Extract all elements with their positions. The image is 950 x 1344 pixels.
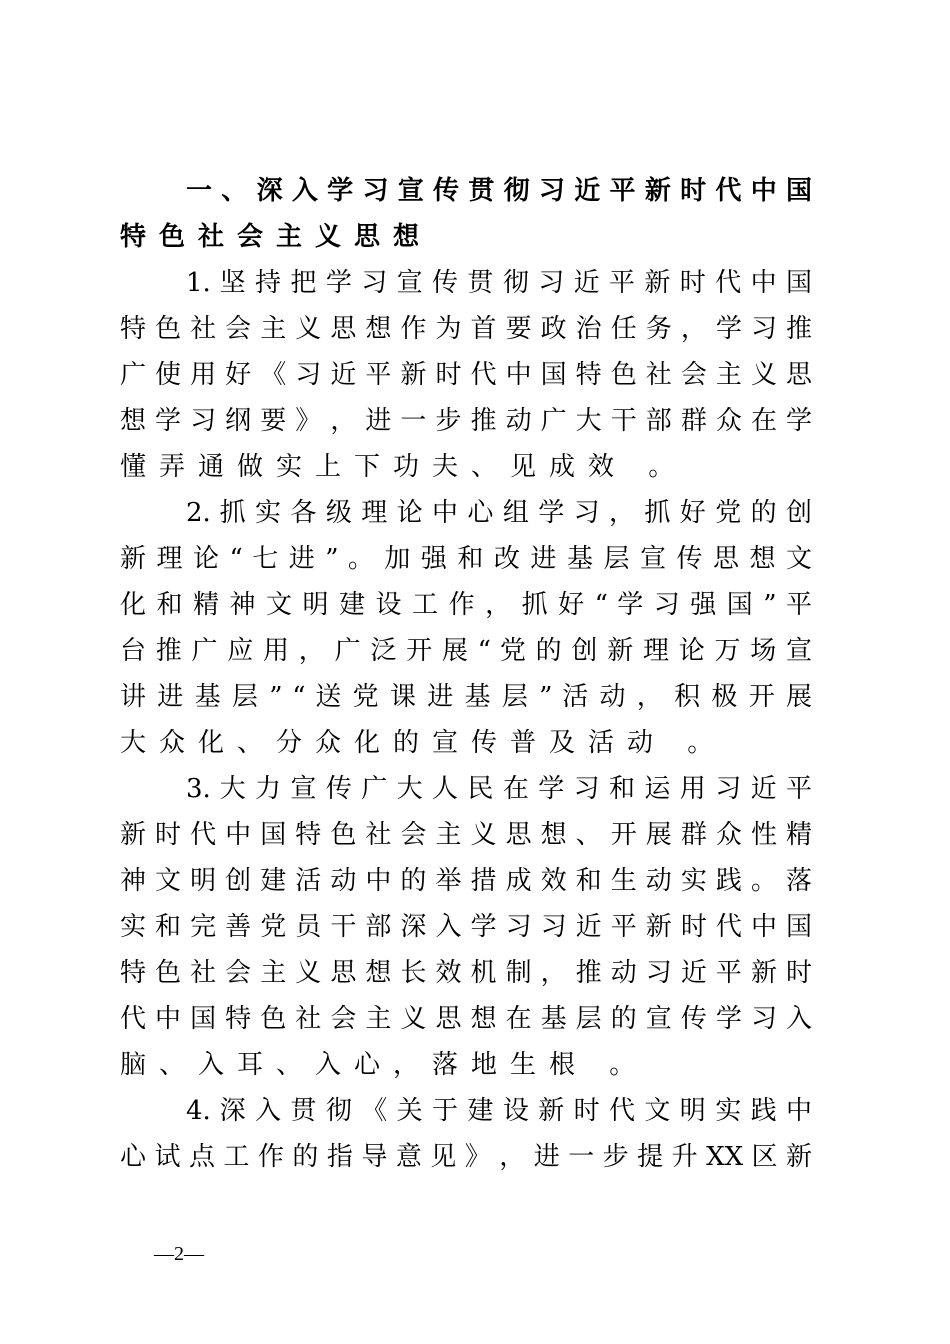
item-3-line-4: 实 和 完 善 党 员 干 部 深 入 学 习 习 近 平 新 时 代 中 国: [120, 912, 812, 942]
item-2-line-2: 新 理 论 “ 七 进 ” 。 加 强 和 改 进 基 层 宣 传 思 想 文: [120, 544, 812, 574]
item-2-line-1: 2. 抓 实 各 级 理 论 中 心 组 学 习 ， 抓 好 党 的 创: [186, 498, 812, 528]
section-heading-line-2: 特色社会主义思想: [120, 222, 433, 252]
item-1-line-3: 广 使 用 好 《 习 近 平 新 时 代 中 国 特 色 社 会 主 义 思: [120, 360, 812, 390]
page-number: —2—: [154, 1243, 204, 1265]
item-1-line-1: 1. 坚 持 把 学 习 宣 传 贯 彻 习 近 平 新 时 代 中 国: [186, 268, 812, 298]
item-3-line-1: 3. 大 力 宣 传 广 大 人 民 在 学 习 和 运 用 习 近 平: [186, 774, 812, 804]
item-1-line-5: 懂弄通做实上下功夫、见成效 。: [120, 452, 688, 482]
item-3-line-6: 代 中 国 特 色 社 会 主 义 思 想 在 基 层 的 宣 传 学 习 入: [120, 1004, 812, 1034]
item-1-line-4: 想 学 习 纲 要 》 ， 进 一 步 推 动 广 大 干 部 群 众 在 学: [120, 406, 812, 436]
item-3-line-2: 新 时 代 中 国 特 色 社 会 主 义 思 想 、 开 展 群 众 性 精: [120, 820, 812, 850]
item-4-line-1: 4. 深 入 贯 彻 《 关 于 建 设 新 时 代 文 明 实 践 中: [186, 1096, 812, 1126]
item-4-line-2: 心 试 点 工 作 的 指 导 意 见 》 ， 进 一 步 提 升 XX 区 新: [120, 1142, 812, 1172]
item-2-line-6: 大众化、分众化的宣传普及活动 。: [120, 728, 727, 758]
item-3-line-7: 脑、入耳、入心，落地生根 。: [120, 1050, 649, 1080]
item-3-line-3: 神 文 明 创 建 活 动 中 的 举 措 成 效 和 生 动 实 践 。 落: [120, 866, 812, 896]
item-2-line-5: 讲 进 基 层 ” “ 送 党 课 进 基 层 ” 活 动 ， 积 极 开 展: [120, 682, 812, 712]
section-heading-line-1: 一 、 深 入 学 习 宣 传 贯 彻 习 近 平 新 时 代 中 国: [186, 176, 812, 206]
item-3-line-5: 特 色 社 会 主 义 思 想 长 效 机 制 ， 推 动 习 近 平 新 时: [120, 958, 812, 988]
item-2-line-3: 化 和 精 神 文 明 建 设 工 作 ， 抓 好 “ 学 习 强 国 ” 平: [120, 590, 812, 620]
item-1-line-2: 特 色 社 会 主 义 思 想 作 为 首 要 政 治 任 务 ， 学 习 推: [120, 314, 812, 344]
item-2-line-4: 台 推 广 应 用 ， 广 泛 开 展 “ 党 的 创 新 理 论 万 场 宣: [120, 636, 812, 666]
